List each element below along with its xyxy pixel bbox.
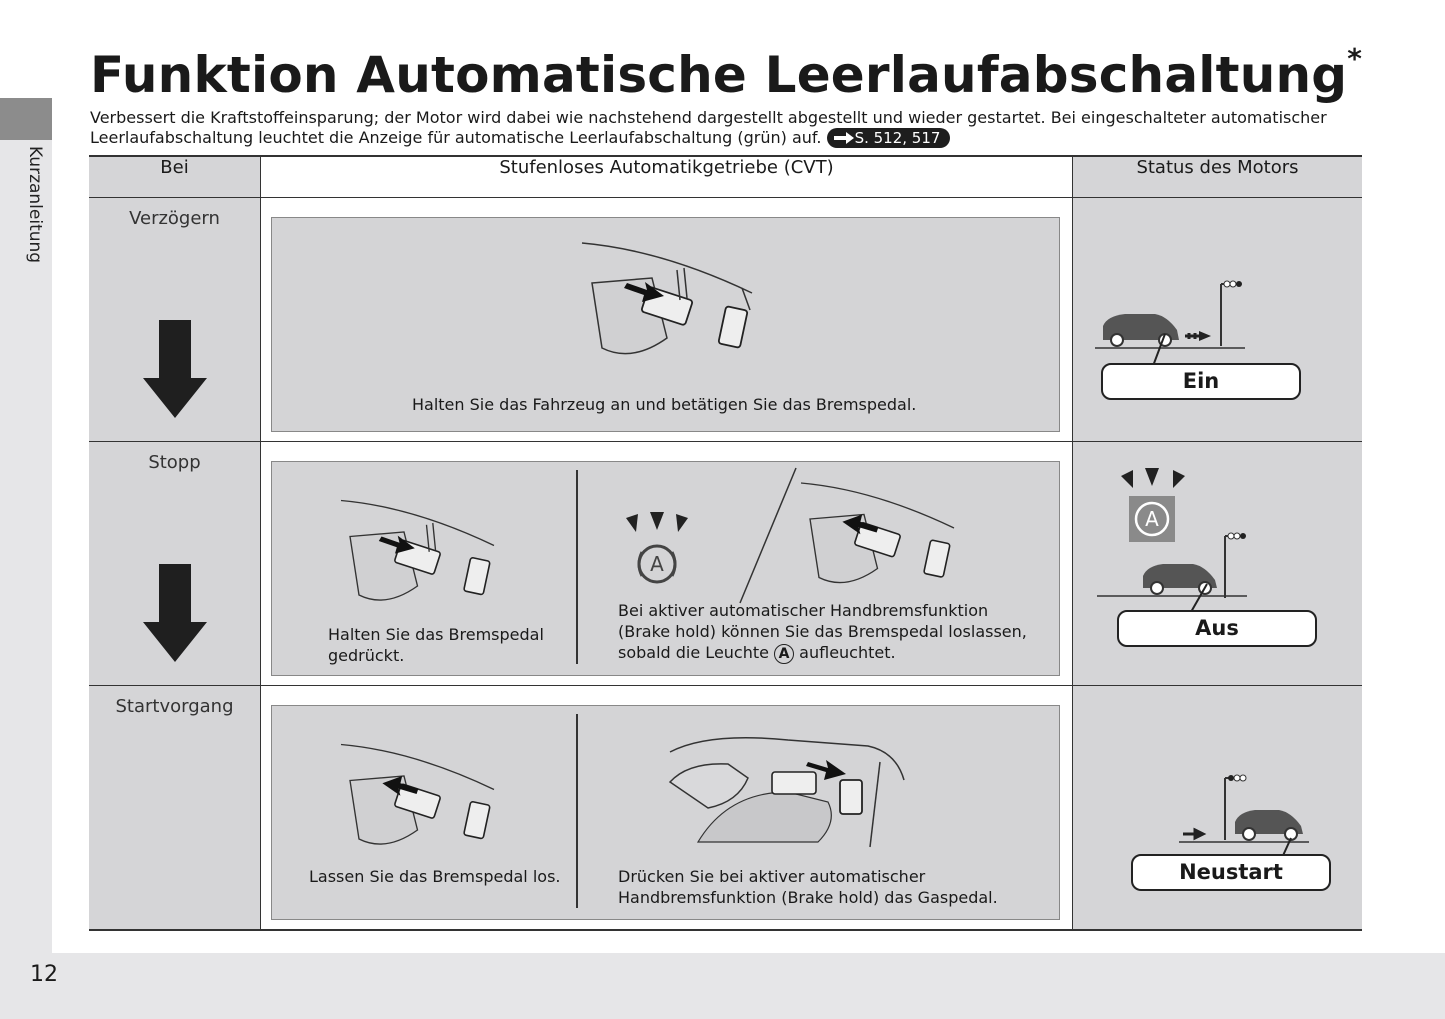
header-status: Status des Motors	[1073, 156, 1363, 198]
pedal-illustration	[332, 734, 512, 854]
idle-stop-table	[89, 155, 1362, 931]
footer-band	[0, 953, 1445, 1019]
caption-line: Halten Sie das Bremspedal	[328, 625, 544, 644]
illustration-panel	[271, 461, 1060, 676]
separator-slash	[738, 468, 798, 603]
caption-left	[328, 624, 544, 666]
arrow-right-ref-icon	[833, 132, 855, 144]
caption-line	[618, 642, 1027, 664]
panel-divider	[576, 714, 578, 908]
section-tab	[0, 98, 52, 140]
pedal-illustration	[332, 490, 512, 610]
section-label: Kurzanleitung	[25, 146, 45, 264]
accelerator-illustration	[668, 722, 908, 847]
svg-text:A: A	[650, 552, 664, 576]
traffic-light-icon	[1219, 528, 1259, 598]
caption-line: Handbremsfunktion (Brake hold) das Gaspedal.	[618, 888, 998, 907]
table-row	[89, 442, 1362, 686]
phase-label: Stopp	[148, 452, 201, 473]
car-icon	[1179, 804, 1319, 844]
phase-cell	[89, 442, 261, 686]
phase-label: Startvorgang	[115, 696, 234, 717]
title-text: Funktion Automatische Leerlaufabschaltung	[90, 46, 1348, 104]
intro-paragraph	[90, 108, 1350, 148]
status-cell	[1073, 198, 1363, 442]
panel-divider	[576, 470, 578, 664]
pedal-illustration	[572, 238, 772, 358]
phase-cell	[89, 198, 261, 442]
status-badge: Aus	[1117, 610, 1317, 647]
svg-text:A: A	[1145, 507, 1159, 531]
intro-text: Verbessert die Kraftstoffeinsparung; der Motor wird dabei wie nachstehend dargestellt abgestellt und wieder gestartet. Bei eingeschalteter automatischer Leerlaufabschaltung leuchtet die Anzeige für automatische Leerlaufabschaltung (grün) auf.	[90, 108, 1327, 147]
down-arrow-icon	[143, 320, 207, 418]
down-arrow-icon	[143, 564, 207, 662]
traffic-light-icon	[1215, 276, 1255, 346]
table-row	[89, 686, 1362, 931]
status-badge: Ein	[1101, 363, 1301, 400]
cvt-cell	[261, 198, 1073, 442]
table-row	[89, 198, 1362, 442]
caption-fragment: aufleuchtet.	[799, 643, 896, 662]
page-reference-text: S. 512, 517	[854, 129, 941, 147]
inline-indicator-icon: A	[774, 644, 794, 664]
pointer-icon	[1185, 580, 1215, 614]
header-bei: Bei	[89, 156, 261, 198]
caption-right	[618, 866, 998, 908]
pedal-illustration	[792, 472, 972, 602]
cvt-cell	[261, 442, 1073, 686]
page-reference-link[interactable]	[827, 128, 951, 148]
page-number: 12	[30, 962, 58, 987]
status-badge: Neustart	[1131, 854, 1331, 891]
status-cell	[1073, 686, 1363, 931]
caption-left: Lassen Sie das Bremspedal los.	[309, 867, 561, 886]
caption-line: Bei aktiver automatischer Handbremsfunktion	[618, 601, 989, 620]
auto-hold-indicator-icon	[1119, 468, 1187, 546]
auto-hold-indicator-icon	[622, 512, 692, 587]
status-cell	[1073, 442, 1363, 686]
caption-line: Drücken Sie bei aktiver automatischer	[618, 867, 926, 886]
title-asterisk: *	[1347, 42, 1363, 76]
caption-right	[618, 600, 1027, 664]
phase-cell	[89, 686, 261, 931]
table-header-row	[89, 156, 1362, 198]
caption: Halten Sie das Fahrzeug an und betätigen Sie das Bremspedal.	[412, 395, 917, 414]
pointer-icon	[1143, 328, 1173, 368]
caption-line: gedrückt.	[328, 646, 405, 665]
illustration-panel	[271, 217, 1060, 432]
page-title	[90, 42, 1363, 104]
header-cvt: Stufenloses Automatikgetriebe (CVT)	[261, 156, 1073, 198]
cvt-cell	[261, 686, 1073, 931]
caption-fragment: sobald die Leuchte	[618, 643, 769, 662]
caption-line: (Brake hold) können Sie das Bremspedal loslassen,	[618, 622, 1027, 641]
illustration-panel	[271, 705, 1060, 920]
phase-label: Verzögern	[129, 208, 220, 229]
